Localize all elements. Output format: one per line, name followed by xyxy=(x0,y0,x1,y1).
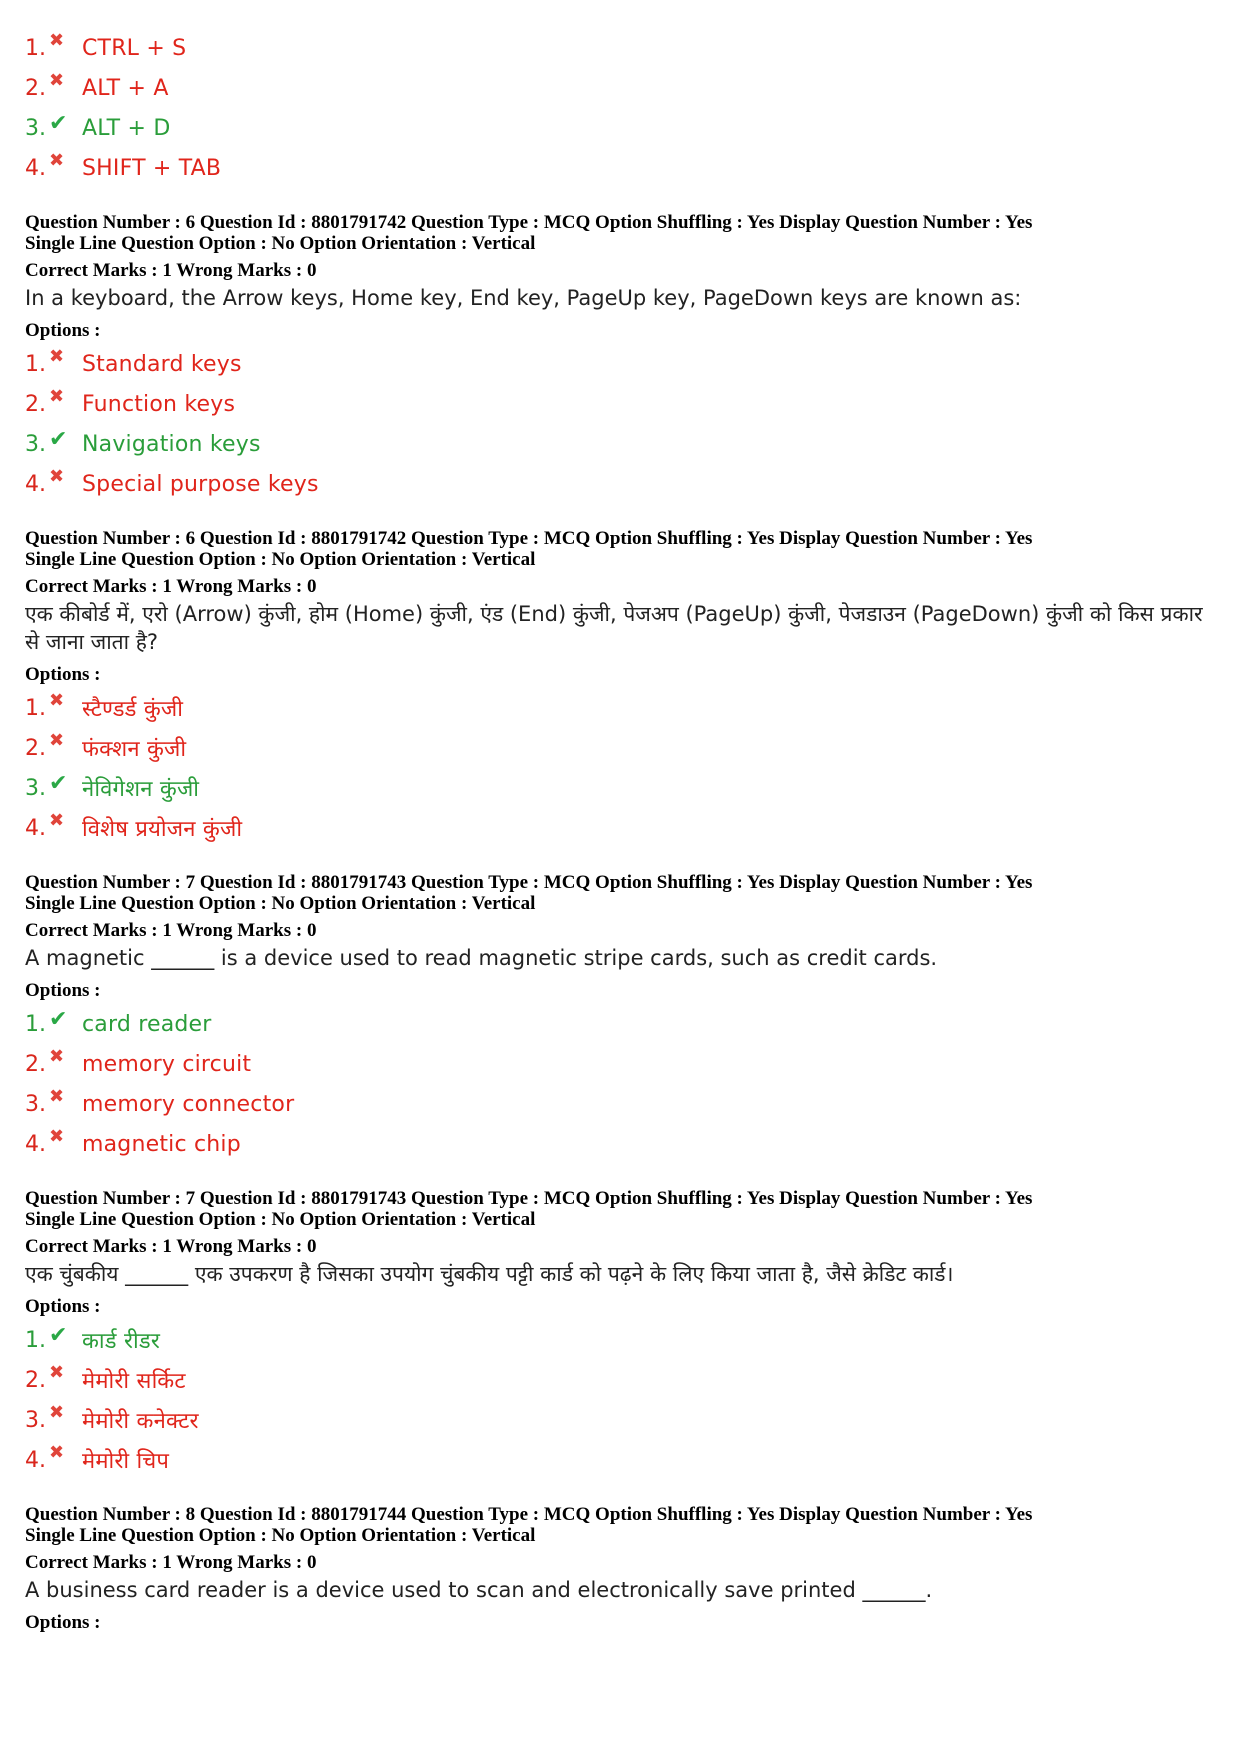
option-number: 2. xyxy=(25,75,46,101)
option-row xyxy=(25,1124,1225,1164)
question-meta-line2: Single Line Question Option : No Option Orientation : Vertical xyxy=(25,893,536,914)
option-number: 2. xyxy=(25,1051,46,1077)
option-number: 1. xyxy=(25,695,46,721)
question-paper-page xyxy=(25,28,1225,1636)
cross-icon: ✖ xyxy=(49,385,65,407)
question-text: In a keyboard, the Arrow keys, Home key, End key, PageUp key, PageDown keys are known as: xyxy=(25,286,1022,310)
option-number: 1. xyxy=(25,351,46,377)
question-meta: Question Number : 6 Question Id : 8801791742 Question Type : MCQ Option Shuffling : Yes Display Question Number : Yes xyxy=(25,212,1033,233)
option-number: 3. xyxy=(25,775,46,801)
option-text: SHIFT + TAB xyxy=(82,155,222,181)
question-marks: Correct Marks : 1 Wrong Marks : 0 xyxy=(25,576,317,597)
option-text: memory circuit xyxy=(82,1051,252,1077)
cross-icon: ✖ xyxy=(49,729,65,751)
check-icon: ✔ xyxy=(49,1006,68,1032)
question-text: एक चुंबकीय ______ एक उपकरण है जिसका उपयोग चुंबकीय पट्टी कार्ड को पढ़ने के लिए किया जाता है, जैसे क्रेडिट कार्ड। xyxy=(25,1262,954,1286)
option-row xyxy=(25,148,1225,188)
question-meta: Question Number : 7 Question Id : 8801791743 Question Type : MCQ Option Shuffling : Yes Display Question Number : Yes xyxy=(25,1188,1033,1209)
question-marks: Correct Marks : 1 Wrong Marks : 0 xyxy=(25,260,317,281)
option-row xyxy=(25,384,1225,424)
option-text: कार्ड रीडर xyxy=(82,1329,161,1354)
option-row xyxy=(25,1360,1225,1400)
question-block xyxy=(25,212,1225,504)
option-row xyxy=(25,728,1225,768)
option-number: 3. xyxy=(25,431,46,457)
option-row xyxy=(25,1044,1225,1084)
cross-icon: ✖ xyxy=(49,345,65,367)
question-text: A magnetic ______ is a device used to read magnetic stripe cards, such as credit cards. xyxy=(25,946,938,970)
cross-icon: ✖ xyxy=(49,1085,65,1107)
question-block xyxy=(25,1188,1225,1480)
option-text: मेमोरी सर्किट xyxy=(82,1369,186,1394)
question-meta-line2: Single Line Question Option : No Option Orientation : Vertical xyxy=(25,549,536,570)
option-number: 4. xyxy=(25,155,46,181)
options-label: Options : xyxy=(25,320,101,341)
option-text: मेमोरी चिप xyxy=(82,1449,170,1474)
option-number: 3. xyxy=(25,1091,46,1117)
option-row xyxy=(25,1320,1225,1360)
option-text: Function keys xyxy=(82,391,236,417)
option-text: Special purpose keys xyxy=(82,471,319,497)
option-number: 2. xyxy=(25,1367,46,1393)
question-block xyxy=(25,1504,1225,1634)
question-meta: Question Number : 8 Question Id : 8801791744 Question Type : MCQ Option Shuffling : Yes Display Question Number : Yes xyxy=(25,1504,1033,1525)
option-row xyxy=(25,28,1225,68)
option-row xyxy=(25,768,1225,808)
option-row xyxy=(25,464,1225,504)
option-text: memory connector xyxy=(82,1091,295,1117)
cross-icon: ✖ xyxy=(49,1045,65,1067)
options-label: Options : xyxy=(25,664,101,685)
option-text: फंक्शन कुंजी xyxy=(82,737,187,762)
check-icon: ✔ xyxy=(49,770,68,796)
option-number: 4. xyxy=(25,815,46,841)
option-text: नेविगेशन कुंजी xyxy=(82,777,200,802)
check-icon: ✔ xyxy=(49,1322,68,1348)
option-row xyxy=(25,1440,1225,1480)
question-meta-line2: Single Line Question Option : No Option Orientation : Vertical xyxy=(25,233,536,254)
check-icon: ✔ xyxy=(49,110,68,136)
option-text: विशेष प्रयोजन कुंजी xyxy=(82,817,243,842)
option-text: magnetic chip xyxy=(82,1131,241,1157)
question-marks: Correct Marks : 1 Wrong Marks : 0 xyxy=(25,1552,317,1573)
option-text: CTRL + S xyxy=(82,35,187,61)
cross-icon: ✖ xyxy=(49,1401,65,1423)
options-label: Options : xyxy=(25,1612,101,1633)
question-meta: Question Number : 7 Question Id : 8801791743 Question Type : MCQ Option Shuffling : Yes Display Question Number : Yes xyxy=(25,872,1033,893)
option-text: card reader xyxy=(82,1011,212,1037)
option-row xyxy=(25,344,1225,384)
cross-icon: ✖ xyxy=(49,1361,65,1383)
option-text: मेमोरी कनेक्टर xyxy=(82,1409,199,1434)
option-number: 4. xyxy=(25,1447,46,1473)
option-number: 2. xyxy=(25,391,46,417)
options-label: Options : xyxy=(25,1296,101,1317)
top-options-list xyxy=(25,28,1225,188)
option-row xyxy=(25,688,1225,728)
option-number: 3. xyxy=(25,1407,46,1433)
option-number: 1. xyxy=(25,35,46,61)
option-text: ALT + D xyxy=(82,115,171,141)
cross-icon: ✖ xyxy=(49,809,65,831)
check-icon: ✔ xyxy=(49,426,68,452)
option-number: 4. xyxy=(25,471,46,497)
question-meta-line2: Single Line Question Option : No Option Orientation : Vertical xyxy=(25,1525,536,1546)
cross-icon: ✖ xyxy=(49,465,65,487)
option-text: स्टैण्डर्ड कुंजी xyxy=(82,697,184,722)
question-meta: Question Number : 6 Question Id : 8801791742 Question Type : MCQ Option Shuffling : Yes Display Question Number : Yes xyxy=(25,528,1033,549)
question-block xyxy=(25,528,1225,848)
option-row xyxy=(25,1400,1225,1440)
question-marks: Correct Marks : 1 Wrong Marks : 0 xyxy=(25,1236,317,1257)
option-number: 3. xyxy=(25,115,46,141)
option-number: 1. xyxy=(25,1011,46,1037)
question-block xyxy=(25,872,1225,1164)
option-text: ALT + A xyxy=(82,75,169,101)
option-row xyxy=(25,424,1225,464)
option-row xyxy=(25,808,1225,848)
cross-icon: ✖ xyxy=(49,1125,65,1147)
cross-icon: ✖ xyxy=(49,1441,65,1463)
cross-icon: ✖ xyxy=(49,69,65,91)
cross-icon: ✖ xyxy=(49,149,65,171)
option-text: Navigation keys xyxy=(82,431,261,457)
cross-icon: ✖ xyxy=(49,689,65,711)
option-number: 1. xyxy=(25,1327,46,1353)
option-number: 2. xyxy=(25,735,46,761)
option-number: 4. xyxy=(25,1131,46,1157)
cross-icon: ✖ xyxy=(49,29,65,51)
option-row xyxy=(25,1004,1225,1044)
option-text: Standard keys xyxy=(82,351,242,377)
option-row xyxy=(25,68,1225,108)
question-text: A business card reader is a device used to scan and electronically save printed ______. xyxy=(25,1578,933,1602)
question-marks: Correct Marks : 1 Wrong Marks : 0 xyxy=(25,920,317,941)
option-row xyxy=(25,108,1225,148)
option-row xyxy=(25,1084,1225,1124)
options-label: Options : xyxy=(25,980,101,1001)
question-meta-line2: Single Line Question Option : No Option Orientation : Vertical xyxy=(25,1209,536,1230)
question-text: एक कीबोर्ड में, एरो (Arrow) कुंजी, होम (Home) कुंजी, एंड (End) कुंजी, पेजअप (PageUp) कुंजी, पेजडाउन (PageDown) कुंजी को किस प्रकार से जाना जाता है? xyxy=(25,602,1203,654)
